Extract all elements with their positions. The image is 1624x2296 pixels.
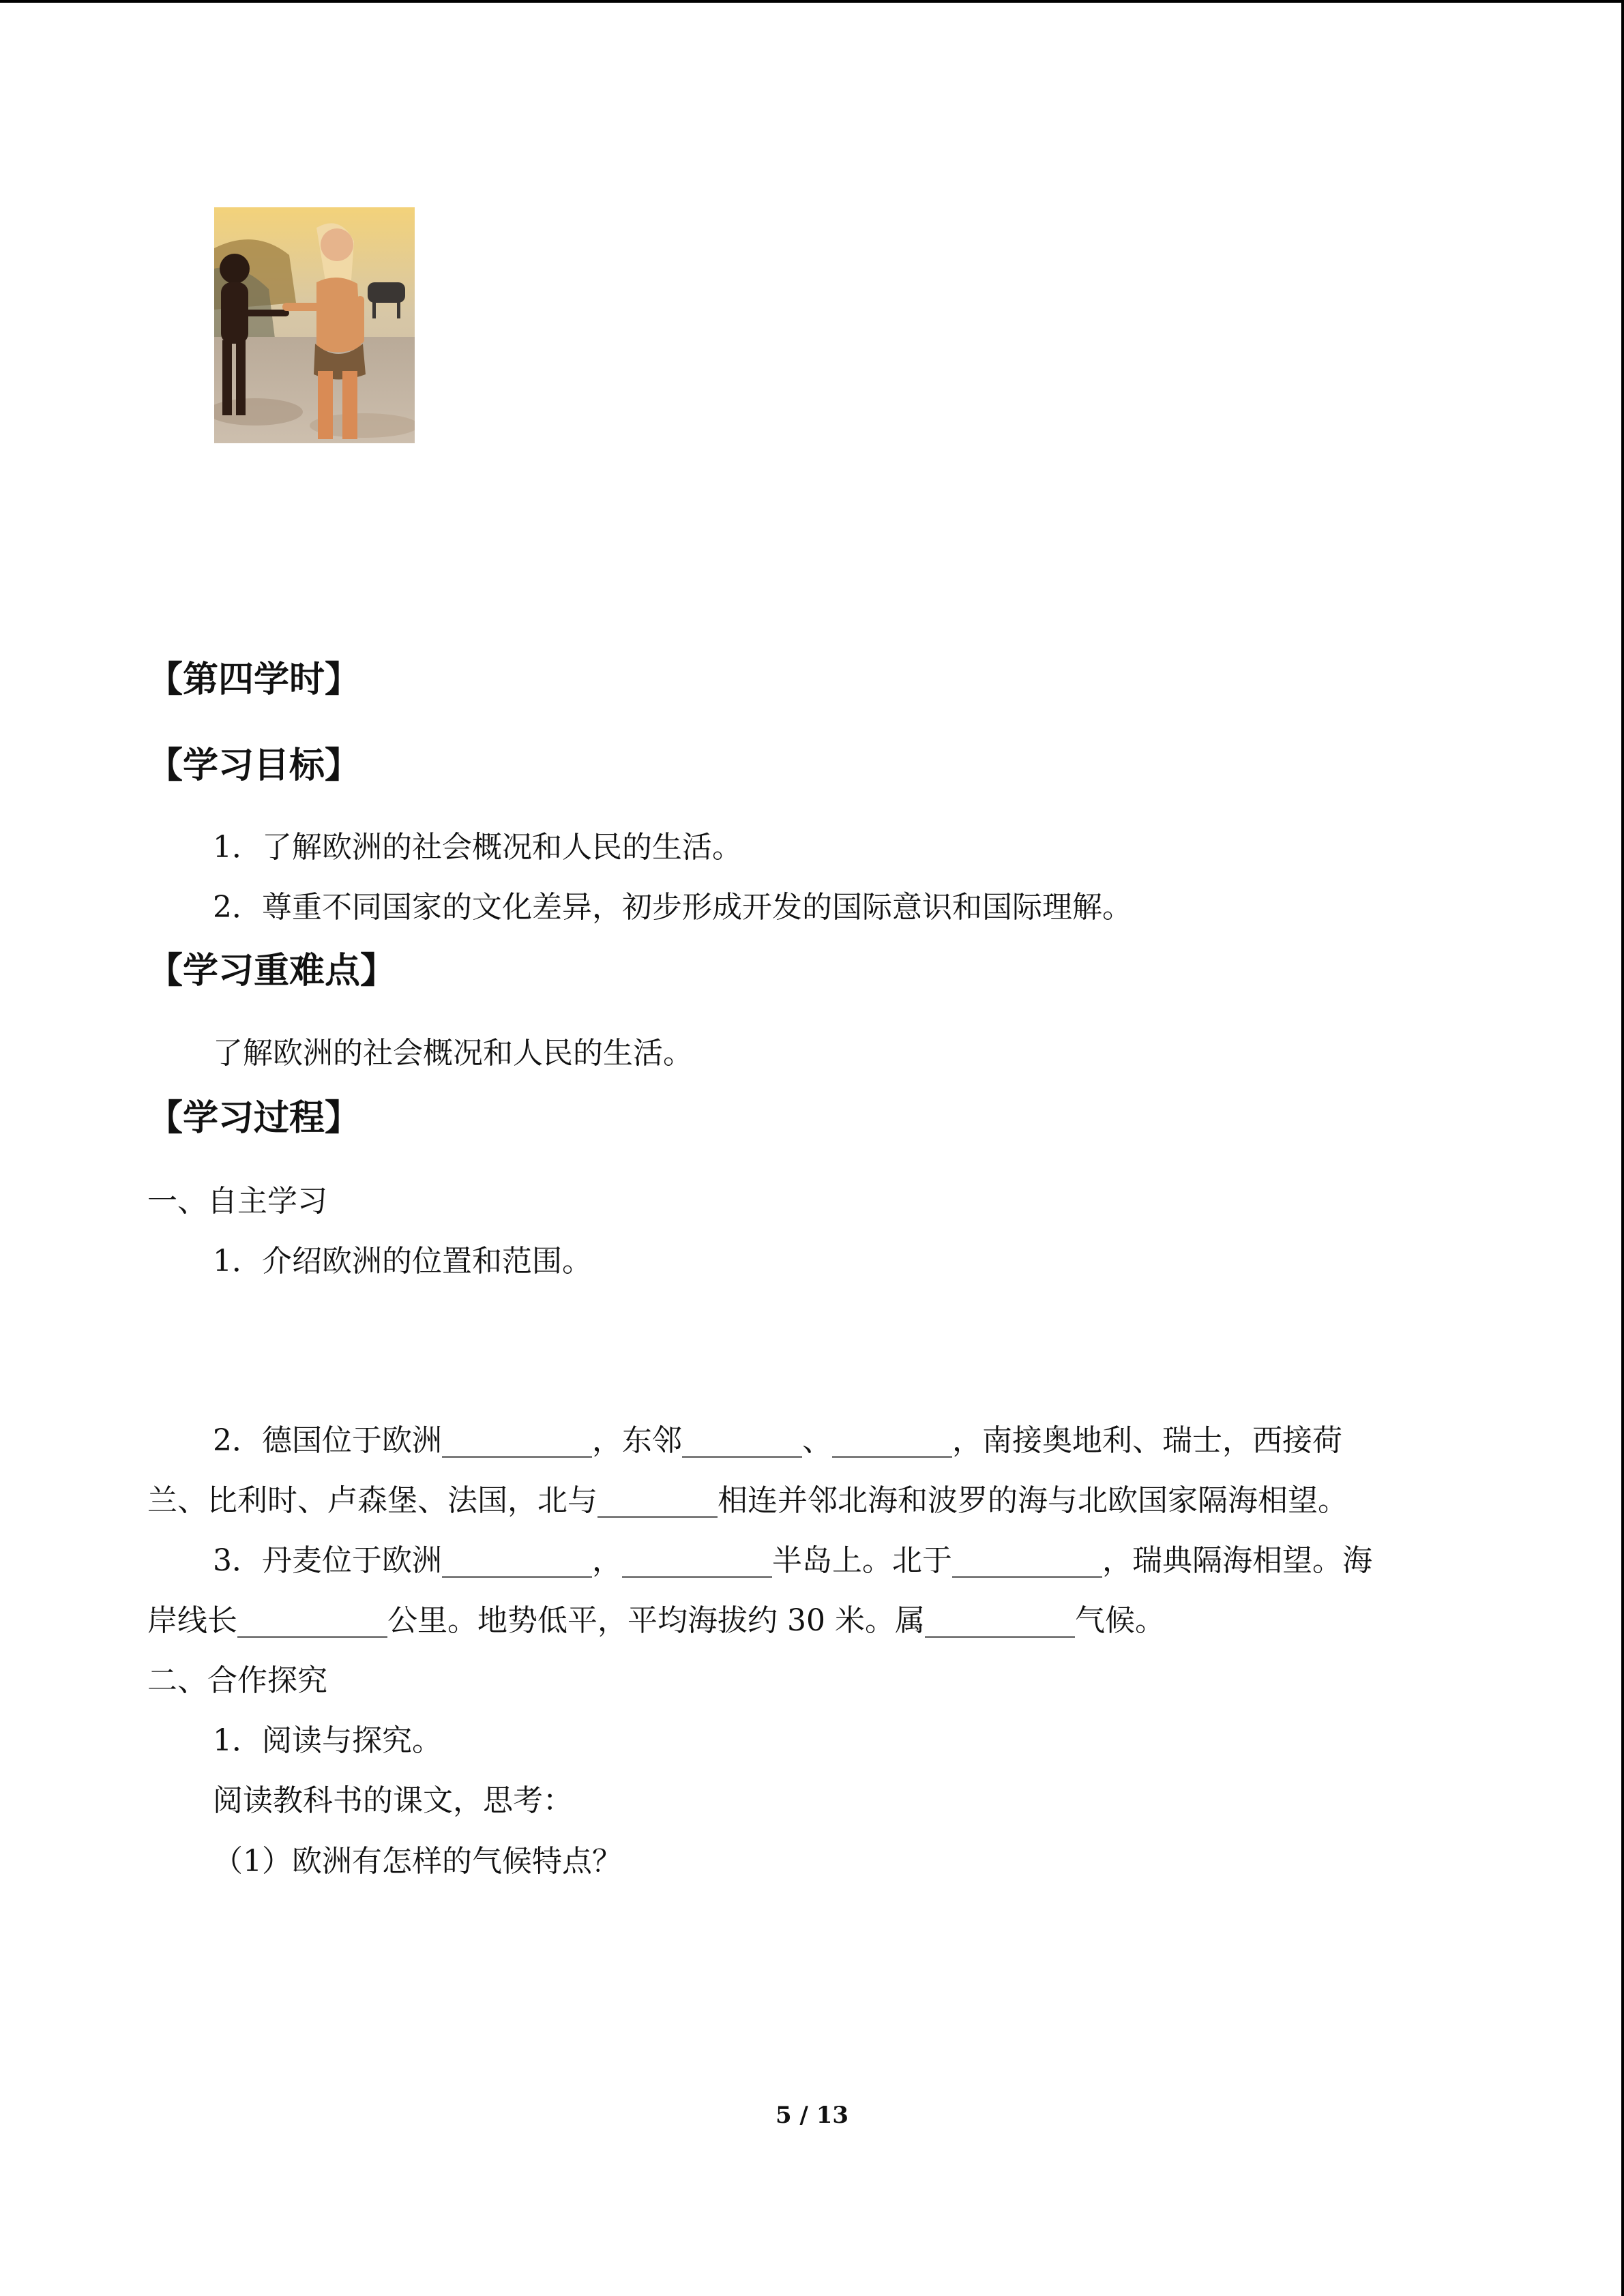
objectives-heading: 【学习目标】 <box>147 745 361 786</box>
question-1: 1．介绍欧洲的位置和范围。 <box>213 1244 592 1279</box>
question-3-line-1: 3．丹麦位于欧洲__________，__________半岛上。北于__________，瑞典隔海相望。海 <box>213 1543 1372 1578</box>
section1-title: 一、自主学习 <box>147 1184 327 1219</box>
question-2-line-2: 兰、比利时、卢森堡、法国，北与________相连并邻北海和波罗的海与北欧国家隔海相望。 <box>147 1483 1348 1518</box>
section2-item-1: 1．阅读与探究。 <box>213 1723 442 1758</box>
question-2-line-1: 2．德国位于欧洲__________，东邻________、________，南接奥地利、瑞士，西接荷 <box>213 1423 1342 1458</box>
process-heading: 【学习过程】 <box>147 1098 361 1139</box>
key-points-text: 了解欧洲的社会概况和人民的生活。 <box>213 1036 693 1071</box>
question-3-line-2: 岸线长__________公里。地势低平，平均海拔约 30 米。属__________气候。 <box>147 1603 1165 1638</box>
lesson-heading: 【第四学时】 <box>147 659 361 700</box>
children-photo <box>214 207 415 443</box>
page-right-border <box>1621 0 1624 2296</box>
page-number: 5 / 13 <box>775 2102 849 2129</box>
section2-question-1: （1）欧洲有怎样的气候特点？ <box>213 1844 622 1879</box>
key-points-heading: 【学习重难点】 <box>147 951 396 992</box>
objective-item-2: 2．尊重不同国家的文化差异，初步形成开发的国际意识和国际理解。 <box>213 890 1132 925</box>
objective-item-1: 1．了解欧洲的社会概况和人民的生活。 <box>213 830 742 865</box>
page-top-border <box>0 0 1624 3</box>
section2-instruction: 阅读教科书的课文，思考： <box>213 1783 573 1818</box>
section2-title: 二、合作探究 <box>147 1663 327 1698</box>
